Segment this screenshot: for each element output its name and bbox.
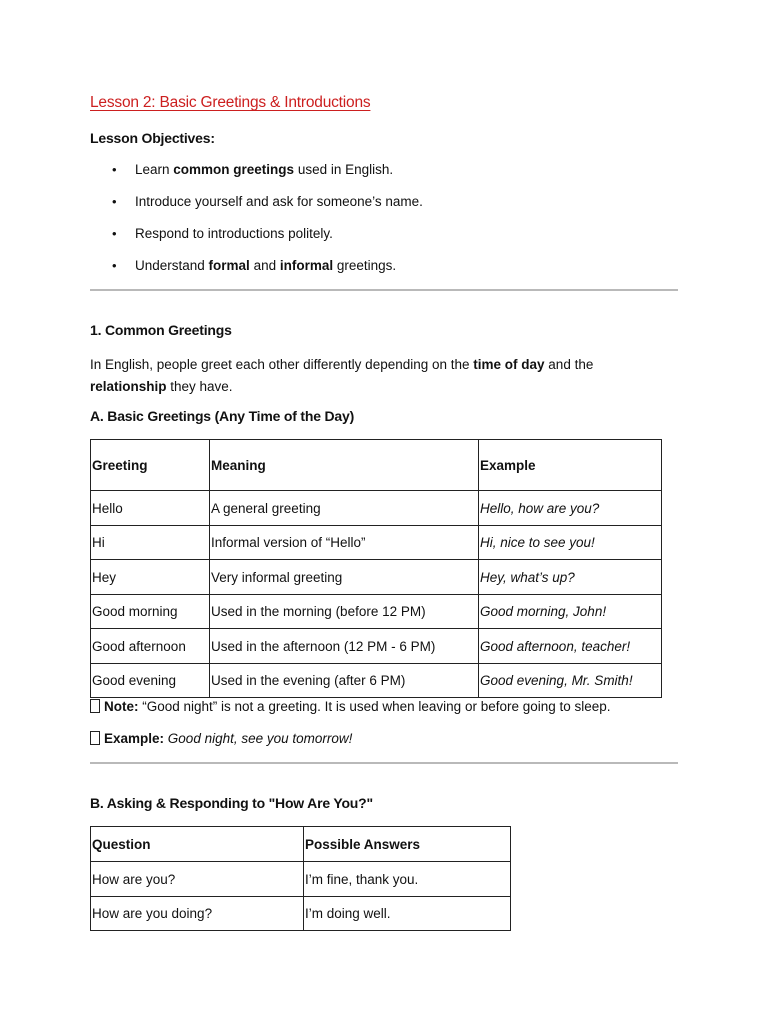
table-cell: Hey, what’s up? bbox=[479, 560, 662, 595]
table-row bbox=[91, 595, 662, 629]
table-row bbox=[91, 491, 662, 526]
table-row bbox=[91, 526, 662, 560]
table-cell: Used in the afternoon (12 PM - 6 PM) bbox=[210, 629, 479, 664]
table-cell: Good morning bbox=[91, 595, 210, 629]
table-row bbox=[91, 560, 662, 595]
column-header: Question bbox=[91, 827, 304, 862]
greetings-table bbox=[90, 439, 662, 698]
objective-item: • Understand formal and informal greetings. bbox=[90, 256, 423, 288]
table-cell: Good afternoon bbox=[91, 629, 210, 664]
table-cell: I’m fine, thank you. bbox=[304, 862, 511, 897]
objective-item: • Introduce yourself and ask for someone’s name. bbox=[90, 192, 423, 224]
column-header: Possible Answers bbox=[304, 827, 511, 862]
table-cell: I’m doing well. bbox=[304, 897, 511, 931]
column-header: Greeting bbox=[91, 440, 210, 491]
table-cell: Very informal greeting bbox=[210, 560, 479, 595]
table-cell: How are you doing? bbox=[91, 897, 304, 931]
section1-intro: In English, people greet each other differently depending on the time of day and the relationship they have. bbox=[90, 357, 594, 394]
table-cell: Good evening, Mr. Smith! bbox=[479, 664, 662, 698]
table-cell: Hello, how are you? bbox=[479, 491, 662, 526]
objective-item: • Learn common greetings used in English. bbox=[90, 160, 423, 192]
column-header: Example bbox=[479, 440, 662, 491]
how-are-you-table bbox=[90, 826, 511, 931]
table-cell: How are you? bbox=[91, 862, 304, 897]
table-cell: Good afternoon, teacher! bbox=[479, 629, 662, 664]
example-box-icon bbox=[90, 731, 100, 745]
note-line: Note: “Good night” is not a greeting. It is used when leaving or before going to sleep. bbox=[90, 699, 611, 714]
table-cell: Hi bbox=[91, 526, 210, 560]
table-cell: Hi, nice to see you! bbox=[479, 526, 662, 560]
table-header-row bbox=[91, 827, 511, 862]
divider bbox=[90, 762, 678, 764]
table-row bbox=[91, 664, 662, 698]
objectives-heading: Lesson Objectives: bbox=[90, 130, 215, 146]
table-row bbox=[91, 862, 511, 897]
note-box-icon bbox=[90, 699, 100, 713]
table-cell: Good evening bbox=[91, 664, 210, 698]
sectionB-heading: B. Asking & Responding to "How Are You?" bbox=[90, 795, 373, 811]
table-cell: A general greeting bbox=[210, 491, 479, 526]
table-cell: Hello bbox=[91, 491, 210, 526]
section1-heading: 1. Common Greetings bbox=[90, 322, 232, 338]
divider bbox=[90, 289, 678, 291]
example-line: Example: Good night, see you tomorrow! bbox=[90, 731, 352, 746]
table-cell: Used in the evening (after 6 PM) bbox=[210, 664, 479, 698]
table-row bbox=[91, 897, 511, 931]
table-cell: Informal version of “Hello” bbox=[210, 526, 479, 560]
table-cell: Used in the morning (before 12 PM) bbox=[210, 595, 479, 629]
table-cell: Good morning, John! bbox=[479, 595, 662, 629]
table-row bbox=[91, 629, 662, 664]
table-header-row bbox=[91, 440, 662, 491]
column-header: Meaning bbox=[210, 440, 479, 491]
objectives-list bbox=[90, 160, 423, 288]
sectionA-heading: A. Basic Greetings (Any Time of the Day) bbox=[90, 408, 355, 424]
table-cell: Hey bbox=[91, 560, 210, 595]
lesson-title: Lesson 2: Basic Greetings & Introductions bbox=[90, 94, 371, 111]
objective-item: • Respond to introductions politely. bbox=[90, 224, 423, 256]
